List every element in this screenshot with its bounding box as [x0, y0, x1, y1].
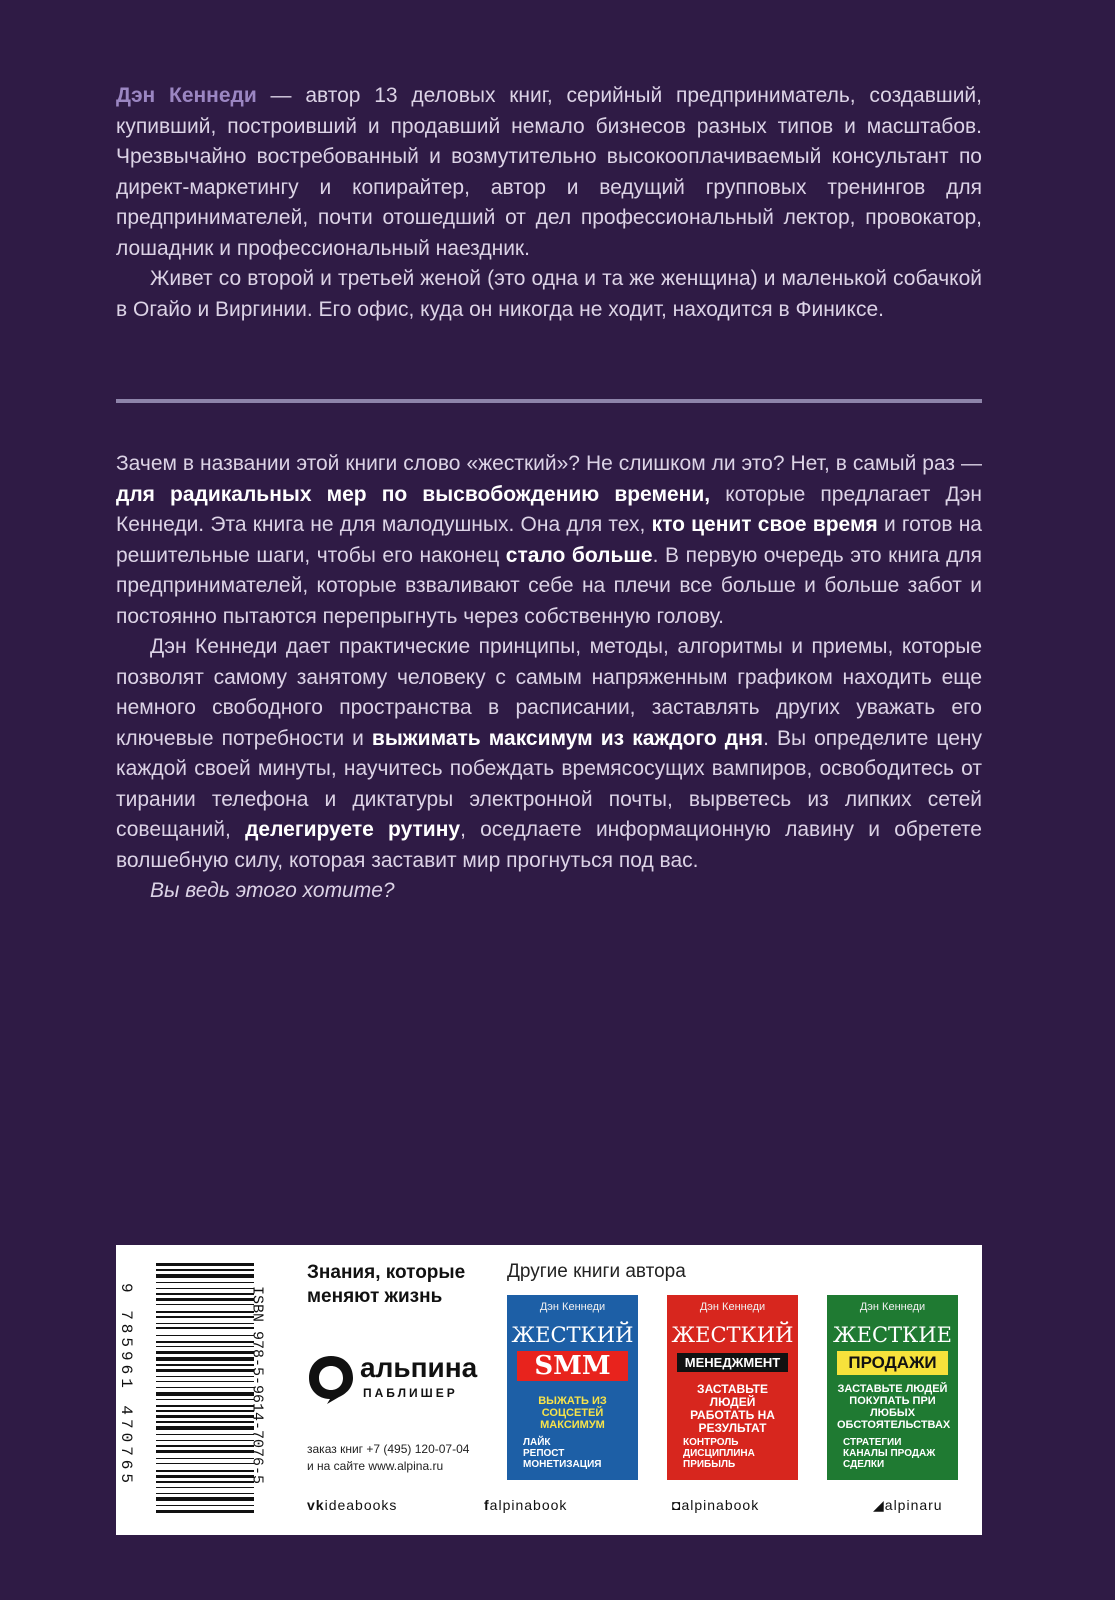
book-list	[843, 1437, 935, 1470]
desc-bold: для радикальных мер по высвобождению времени,	[116, 482, 711, 506]
social-handle: alpinabook	[489, 1497, 568, 1513]
social-handle: ideabooks	[324, 1497, 398, 1513]
bio-text-1: — автор 13 деловых книг, серийный предприниматель, создавший, купивший, построивший и продавший немало бизнесов разных типов и масштабов. Чрезвычайно востребованный и возмутительно высокооплачиваемый консультант по директ-маркетингу и копирайтер, автор и ведущий групповых тренингов для предпринимателей, почти отошедший от дел профессиональный лектор, провокатор, лошадник и профессиональный наездник.	[116, 84, 982, 260]
alpina-logo-icon	[305, 1352, 357, 1406]
desc-text: и готов на решительные шаги, чтобы его наконец	[116, 513, 982, 567]
social-telegram[interactable]	[873, 1497, 943, 1514]
social-handle: alpinaru	[884, 1497, 943, 1513]
barcode-digits: 9 785961 470765	[117, 1282, 135, 1488]
order-site: и на сайте www.alpina.ru	[307, 1459, 444, 1473]
book-list-item: ПРИБЫЛЬ	[683, 1459, 736, 1470]
book-list-item: СДЕЛКИ	[843, 1459, 885, 1470]
author-bio	[116, 81, 982, 325]
footer-panel	[116, 1245, 982, 1535]
book-author: Дэн Кеннеди	[539, 1301, 606, 1313]
book-blurb: ЗАСТАВЬТЕ ЛЮДЕЙ ПОКУПАТЬ ПРИ ЛЮБЫХ ОБСТОЯТЕЛЬСТВАХ	[837, 1383, 951, 1431]
book-author: Дэн Кеннеди	[699, 1301, 766, 1313]
book-list-item: ДИСЦИПЛИНА	[683, 1448, 755, 1459]
book-list	[683, 1437, 755, 1470]
book-subtitle: SMM	[517, 1351, 628, 1381]
book-cover-management	[667, 1295, 798, 1480]
bio-paragraph-2: Живет со второй и третьей женой (это одна и та же женщина) и маленькой собачкой в Огайо и Виргинии. Его офис, куда он никогда не ходит, находится в Финиксе.	[116, 267, 982, 321]
book-cover-sales	[827, 1295, 958, 1480]
book-cover-smm	[507, 1295, 638, 1480]
publisher-name: альпина	[360, 1352, 478, 1383]
desc-bold: стало больше	[505, 543, 653, 567]
desc-paragraph-2	[116, 632, 982, 876]
telegram-icon: ◢	[873, 1497, 885, 1513]
closing-question: Вы ведь этого хотите?	[150, 879, 395, 902]
social-handle: alpinabook	[681, 1497, 760, 1513]
book-title: ЖЕСТКИЕ	[833, 1323, 952, 1347]
book-blurb: ВЫЖАТЬ ИЗ СОЦСЕТЕЙ МАКСИМУМ	[538, 1395, 607, 1431]
book-subtitle: ПРОДАЖИ	[837, 1351, 948, 1375]
desc-bold: делегируете рутину	[245, 818, 461, 841]
other-books-label: Другие книги автора	[507, 1261, 686, 1282]
book-author: Дэн Кеннеди	[859, 1301, 926, 1313]
instagram-icon: ◘	[672, 1497, 682, 1513]
book-list-item: МОНЕТИЗАЦИЯ	[523, 1459, 602, 1470]
book-description	[116, 449, 982, 907]
desc-text: . В первую очередь это книга для предпринимателей, которые взваливают себе на плечи все больше и больше забот и постоянно пытаются перепрыгнуть через собственную голову.	[116, 543, 983, 628]
book-list-item: ЛАЙК	[523, 1437, 551, 1448]
publisher-logo	[305, 1350, 495, 1410]
section-divider	[116, 399, 982, 403]
desc-paragraph-1	[116, 449, 982, 632]
desc-bold: кто ценит свое время	[651, 513, 878, 536]
desc-text: Дэн Кеннеди дает практические принципы, методы, алгоритмы и приемы, которые позволят самому занятому человеку с самым напряженным графиком находить еще немного свободного пространства в расписании, заставлять других уважать его ключевые потребности и	[116, 635, 982, 750]
isbn: ISBN 978-5-9614-7076-5	[248, 1285, 266, 1485]
book-list	[523, 1437, 601, 1470]
social-vk[interactable]	[307, 1497, 397, 1513]
book-list-item: КОНТРОЛЬ	[683, 1437, 739, 1448]
facebook-icon: f	[484, 1497, 490, 1513]
order-phone: заказ книг +7 (495) 120-07-04	[307, 1442, 470, 1456]
order-info	[307, 1441, 497, 1475]
desc-text: которые предлагает Дэн Кеннеди. Эта книга не для малодушных. Она для тех,	[116, 482, 982, 536]
book-list-item: СТРАТЕГИИ	[843, 1437, 902, 1448]
publisher-subtitle: ПАБЛИШЕР	[363, 1386, 458, 1400]
social-facebook[interactable]	[484, 1497, 567, 1513]
bio-paragraph-1	[116, 81, 982, 264]
book-subtitle: МЕНЕДЖМЕНТ	[677, 1353, 788, 1372]
book-blurb: ЗАСТАВЬТЕ ЛЮДЕЙ РАБОТАТЬ НА РЕЗУЛЬТАТ	[690, 1382, 775, 1435]
book-title: ЖЕСТКИЙ	[671, 1323, 794, 1347]
vk-icon: vk	[307, 1497, 325, 1513]
social-instagram[interactable]	[672, 1497, 759, 1513]
desc-text: . Вы определите цену каждой своей минуты, научитесь побеждать времясосущих вампиров, освободитесь от тирании телефона и диктатуры электронной почты, вырветесь из липких сетей совещаний,	[116, 726, 982, 841]
book-list-item: КАНАЛЫ ПРОДАЖ	[843, 1448, 936, 1459]
book-list-item: РЕПОСТ	[523, 1448, 565, 1459]
book-title: ЖЕСТКИЙ	[511, 1323, 634, 1347]
publisher-tagline: Знания, которые меняют жизнь	[307, 1262, 466, 1307]
desc-text: , оседлаете информационную лавину и обретете волшебную силу, которая заставит мир прогнуться под вас.	[116, 818, 982, 872]
desc-bold: выжимать максимум из каждого дня	[371, 726, 764, 750]
desc-text: Зачем в названии этой книги слово «жесткий»? Не слишком ли это? Нет, в самый раз —	[116, 452, 982, 475]
author-name: Дэн Кеннеди	[116, 84, 257, 107]
